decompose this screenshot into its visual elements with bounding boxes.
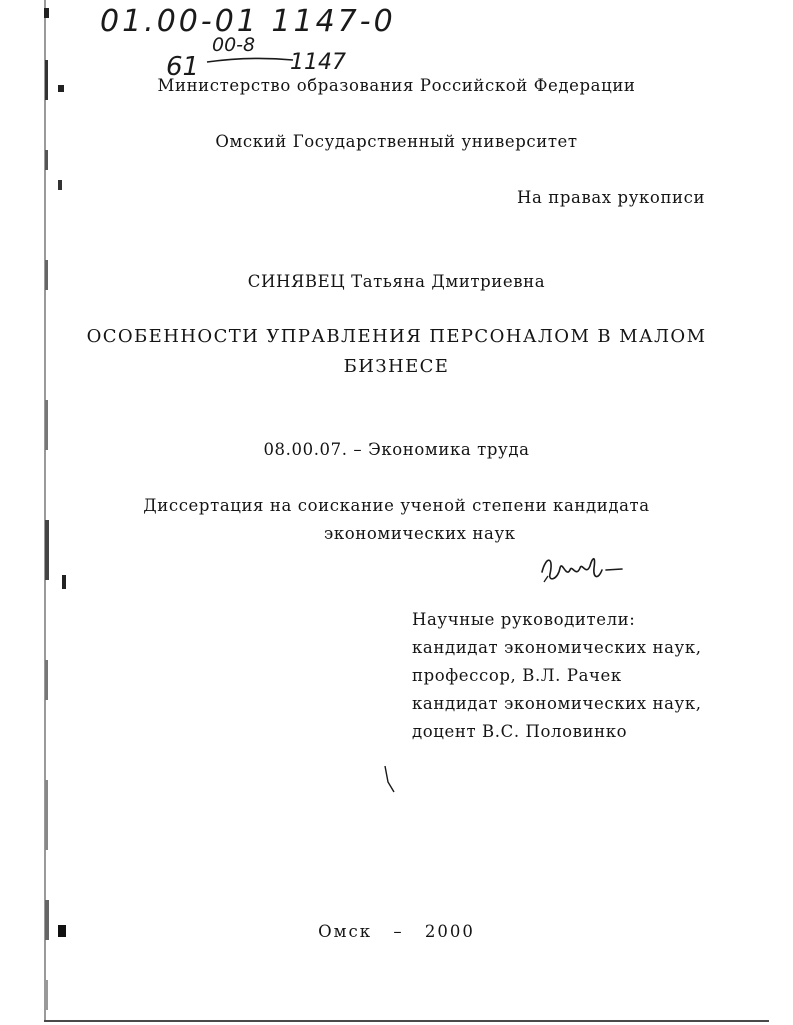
- dissertation-statement-line-2: экономических наук: [324, 524, 516, 543]
- city: Омск: [318, 922, 373, 941]
- dissertation-statement-line-1: Диссертация на соискание ученой степени кандидата: [143, 496, 650, 515]
- pen-stroke-mark: [382, 764, 398, 794]
- archive-shelf-number-handwritten: 1147: [290, 50, 346, 75]
- archive-code-handwritten: 01.00-01 1147-0: [100, 4, 396, 39]
- thesis-title-line-1: ОСОБЕННОСТИ УПРАВЛЕНИЯ ПЕРСОНАЛОМ В МАЛОМ: [86, 326, 707, 347]
- city-year-footer: [0, 922, 793, 941]
- specialty-code: 08.00.07. – Экономика труда: [263, 440, 530, 459]
- supervisor-2-name: доцент В.С. Половинко: [412, 722, 628, 741]
- handwritten-underline: [205, 56, 295, 66]
- scan-bottom-border: [44, 1020, 769, 1022]
- thesis-title-line-2: БИЗНЕСЕ: [343, 356, 450, 377]
- supervisor-1-name: профессор, В.Л. Рачек: [412, 666, 622, 685]
- year: 2000: [424, 922, 475, 941]
- supervisor-1-degree: кандидат экономических наук,: [412, 638, 702, 657]
- manuscript-rights-note: На правах рукописи: [517, 188, 706, 207]
- ministry-name: Министерство образования Российской Федерации: [157, 76, 636, 95]
- archive-shelf-code-handwritten: 00-8: [212, 34, 256, 56]
- author-name: СИНЯВЕЦ Татьяна Дмитриевна: [247, 272, 546, 291]
- author-signature: [538, 552, 624, 586]
- archive-shelf-prefix-handwritten: 61: [166, 52, 200, 82]
- footer-dash: –: [393, 922, 404, 941]
- university-name: Омский Государственный университет: [215, 132, 578, 151]
- supervisors-heading: Научные руководители:: [412, 610, 636, 629]
- supervisor-2-degree: кандидат экономических наук,: [412, 694, 702, 713]
